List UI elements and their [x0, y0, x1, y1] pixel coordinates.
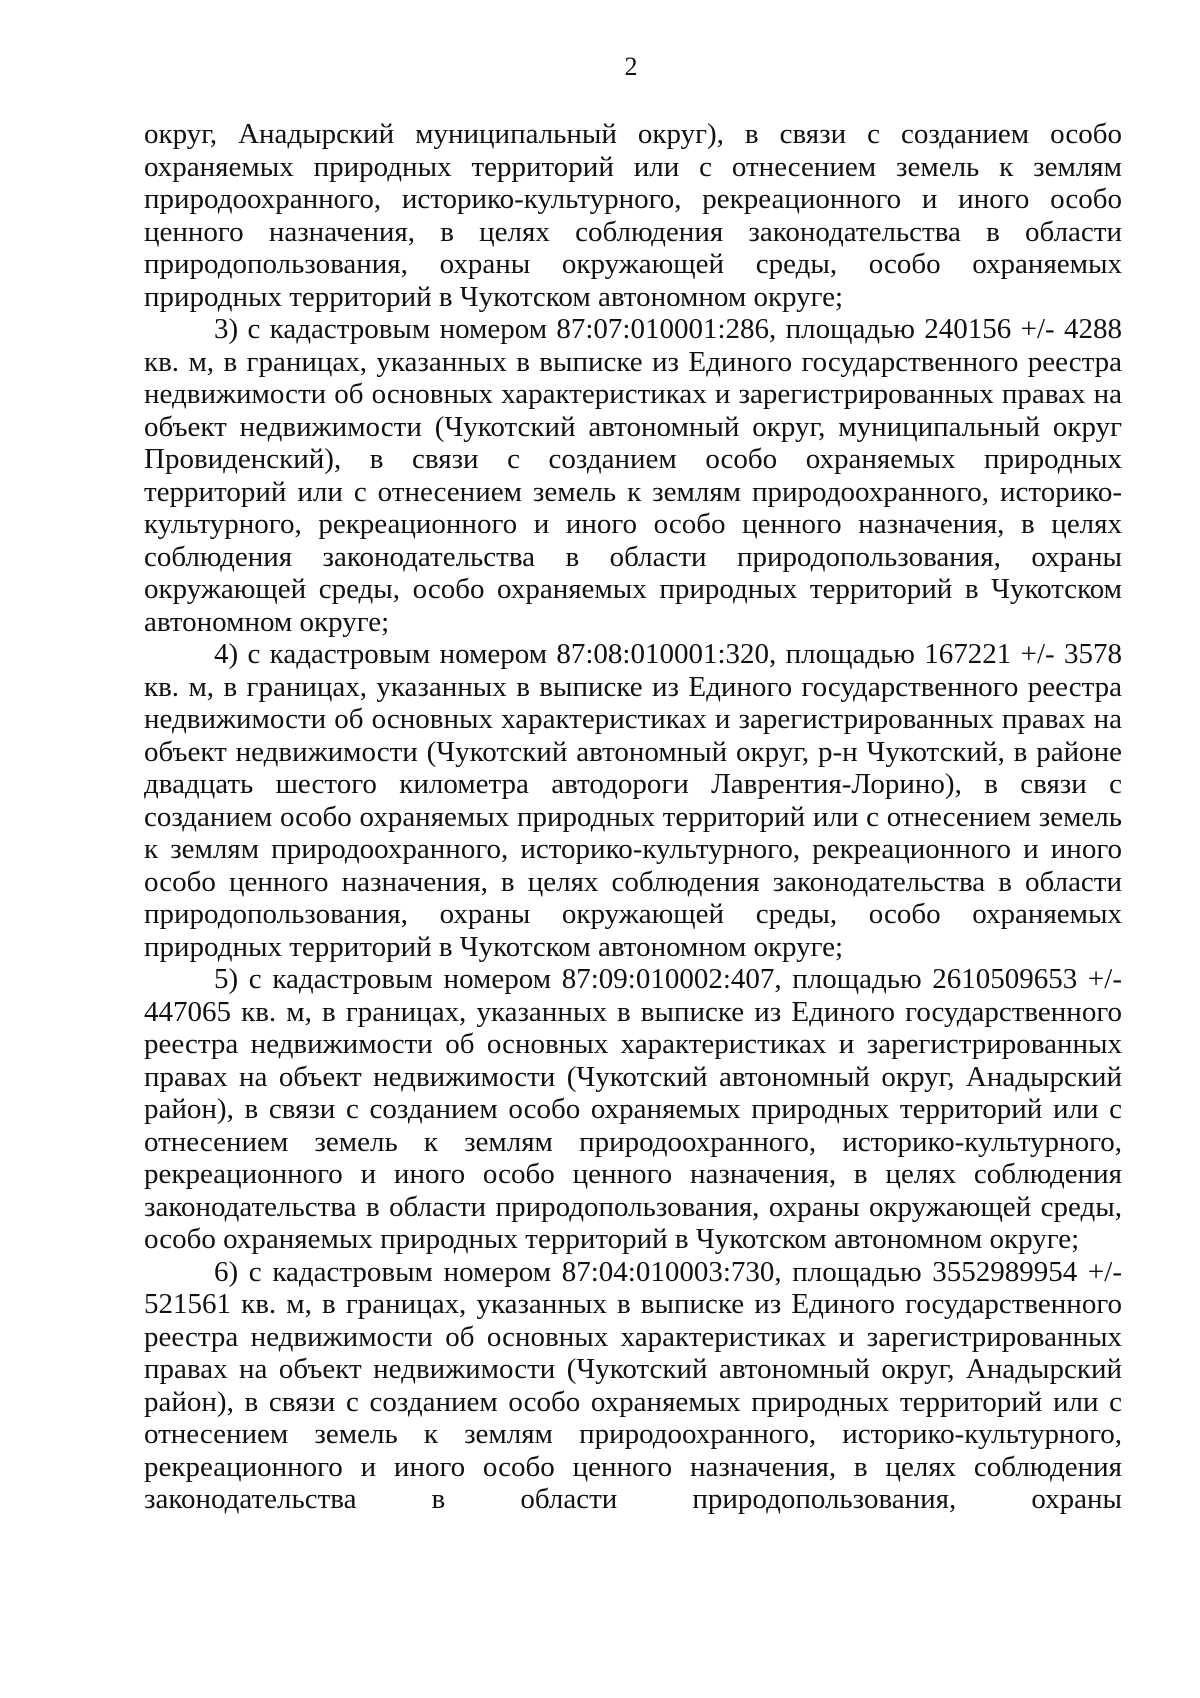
- paragraph-item-4: 4) с кадастровым номером 87:08:010001:320, площадью 167221 +/- 3578 кв. м, в границах, указанных в выписке из Единого государственного реестра недвижимости об основных характеристиках и зарегистрированных правах на объект недвижимости (Чукотский автономный округ, р-н Чукотский, в районе двадцать шестого километра автодороги Лаврентия-Лорино), в связи с созданием особо охраняемых природных территорий или с отнесением земель к землям природоохранного, историко-культурного, рекреационного и иного особо ценного назначения, в целях соблюдения законодательства в области природопользования, охраны окружающей среды, особо охраняемых природных территорий в Чукотском автономном округе;: [144, 638, 1122, 963]
- paragraph-item-3: 3) с кадастровым номером 87:07:010001:286, площадью 240156 +/- 4288 кв. м, в границах, указанных в выписке из Единого государственного реестра недвижимости об основных характеристиках и зарегистрированных правах на объект недвижимости (Чукотский автономный округ, муниципальный округ Провиденский), в связи с созданием особо охраняемых природных территорий или с отнесением земель к землям природоохранного, историко-культурного, рекреационного и иного особо ценного назначения, в целях соблюдения законодательства в области природопользования, охраны окружающей среды, особо охраняемых природных территорий в Чукотском автономном округе;: [144, 313, 1122, 638]
- document-body: [144, 118, 1122, 1516]
- paragraph-item-6: 6) с кадастровым номером 87:04:010003:730, площадью 3552989954 +/- 521561 кв. м, в границах, указанных в выписке из Единого государственного реестра недвижимости об основных характеристиках и зарегистрированных правах на объект недвижимости (Чукотский автономный округ, Анадырский район), в связи с созданием особо охраняемых природных территорий или с отнесением земель к землям природоохранного, историко-культурного, рекреационного и иного особо ценного назначения, в целях соблюдения законодательства в области природопользования, охраны: [144, 1255, 1122, 1515]
- paragraph-item-5: 5) с кадастровым номером 87:09:010002:407, площадью 2610509653 +/- 447065 кв. м, в границах, указанных в выписке из Единого государственного реестра недвижимости об основных характеристиках и зарегистрированных правах на объект недвижимости (Чукотский автономный округ, Анадырский район), в связи с созданием особо охраняемых природных территорий или с отнесением земель к землям природоохранного, историко-культурного, рекреационного и иного особо ценного назначения, в целях соблюдения законодательства в области природопользования, охраны окружающей среды, особо охраняемых природных территорий в Чукотском автономном округе;: [144, 963, 1122, 1255]
- paragraph-continuation: округ, Анадырский муниципальный округ), в связи с созданием особо охраняемых природных территорий или с отнесением земель к землям природоохранного, историко-культурного, рекреационного и иного особо ценного назначения, в целях соблюдения законодательства в области природопользования, охраны окружающей среды, особо охраняемых природных территорий в Чукотском автономном округе;: [144, 118, 1122, 313]
- page-number: 2: [624, 52, 638, 81]
